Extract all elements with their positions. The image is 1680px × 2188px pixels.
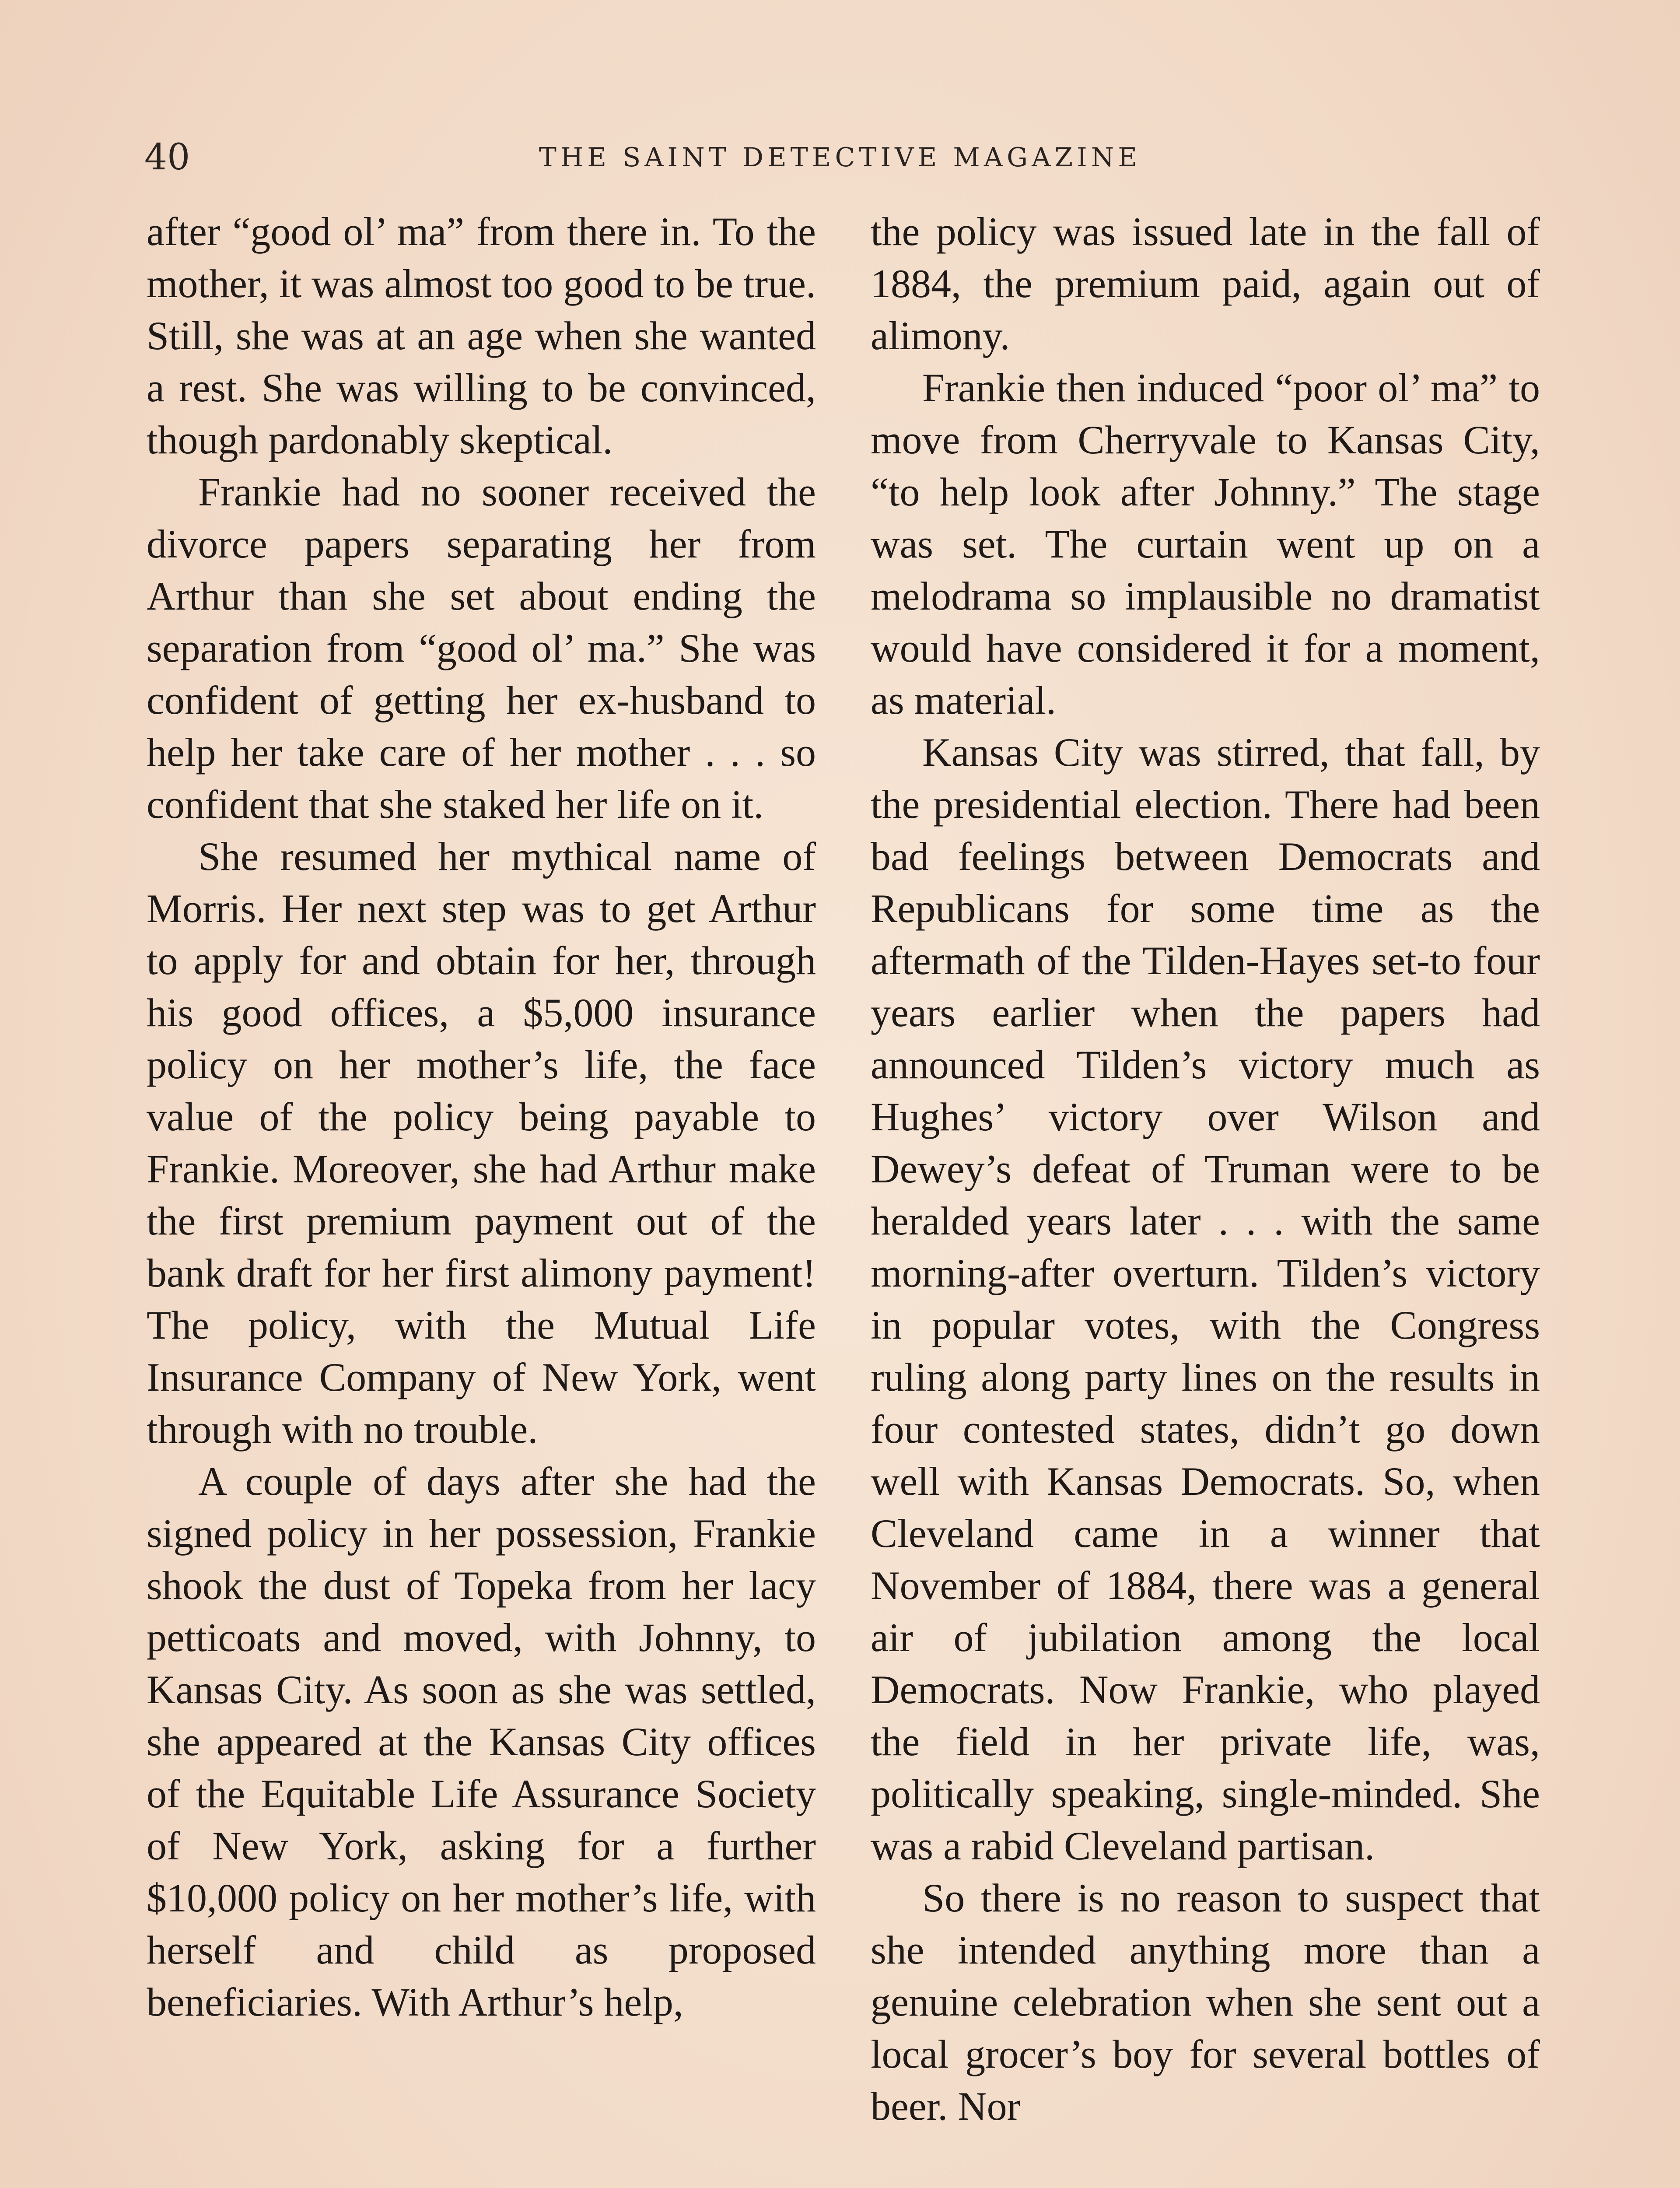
paragraph: Frankie then induced “poor ol’ ma” to move from Cherryvale to Kansas City, “to help look after Johnny.” The stage was set. The curtain went up on a melodrama so implausible no dramatist would have considered it for a moment, as material. (871, 365, 1540, 722)
paragraph: So there is no reason to suspect that she intended anything more than a genuine celebration when she sent out a local grocer’s boy for several bottles of beer. Nor (871, 1876, 1540, 2128)
running-title: THE SAINT DETECTIVE MAGAZINE (539, 142, 1141, 173)
paragraph: after “good ol’ ma” from there in. To the mother, it was almost too good to be true. Still, she was at an age when she wanted a rest. She was willing to be convinced, though pardonably skeptical. (147, 209, 816, 462)
page-number: 40 (144, 137, 190, 178)
right-column (871, 206, 1540, 2132)
paragraph: She resumed her mythical name of Morris. Her next step was to get Arthur to apply for and obtain for her, through his good offices, a $5,000 insurance policy on her mother’s life, the face value of the policy being payable to Frankie. Moreover, she had Arthur make the first premium payment out of the bank draft for her first alimony payment! The policy, with the Mutual Life Insurance Company of New York, went through with no trouble. (147, 834, 816, 1452)
left-column (147, 206, 816, 2028)
paragraph: A couple of days after she had the signed policy in her possession, Frankie shook the dust of Topeka from her lacy petticoats and moved, with Johnny, to Kansas City. As soon as she was settled, she appeared at the Kansas City offices of the Equitable Life Assurance Society of New York, asking for a further $10,000 policy on her mother’s life, with herself and child as proposed beneficiaries. With Arthur’s help, (147, 1459, 816, 2024)
page-header (144, 131, 1536, 184)
paragraph: Kansas City was stirred, that fall, by the presidential election. There had been bad feelings between Democrats and Republicans for some time as the aftermath of the Tilden-Hayes set-to four years earlier when the papers had announced Tilden’s victory much as Hughes’ victory over Wilson and Dewey’s defeat of Truman were to be heralded years later . . . with the same morning-after overturn. Tilden’s victory in popular votes, with the Congress ruling along party lines on the results in four contested states, didn’t go down well with Kansas Democrats. So, when Cleveland came in a winner that November of 1884, there was a general air of jubilation among the local Democrats. Now Frankie, who played the field in her private life, was, politically speaking, single-minded. She was a rabid Cleveland partisan. (871, 730, 1540, 1868)
paragraph: Frankie had no sooner received the divorce papers separating her from Arthur than she set about ending the separation from “good ol’ ma.” She was confident of getting her ex-husband to help her take care of her mother . . . so confident that she staked her life on it. (147, 470, 816, 827)
paragraph: the policy was issued late in the fall of 1884, the premium paid, again out of alimony. (871, 209, 1540, 358)
